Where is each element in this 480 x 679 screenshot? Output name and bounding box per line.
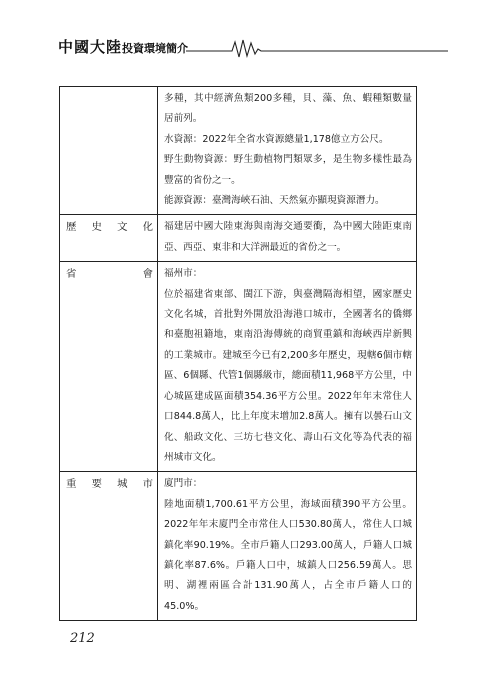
- row-content: [158, 87, 417, 215]
- table-row: [60, 215, 417, 262]
- label-char: 省: [66, 268, 77, 281]
- label-char: 會: [142, 268, 153, 281]
- header-title-main: 中國大陸: [58, 38, 123, 56]
- label-char: 史: [91, 221, 102, 234]
- label-char: 歷: [66, 221, 77, 234]
- label-char: 城: [117, 478, 128, 491]
- header-title-sub: 投資環境簡介: [122, 42, 189, 55]
- row-content: [158, 215, 417, 262]
- paragraph: 位於福建省東部、閩江下游，與臺灣隔海相望，國家歷史文化名城，首批對外開放沿海港口城市，全國著名的僑鄉和臺胞祖籍地，東南沿海傳統的商貿重鎮和海峽西岸新興的工業城市。建城至今已有2,200多年歷史，現轄6個市轄區、6個縣、代管1個縣級市，總面積11,968平方公里，中心城區建成區面積354.36平方公里。2022年年末常住人口844.8萬人，比上年度末增加2.8萬人。擁有以曇石山文化、船政文化、三坊七巷文化、壽山石文化等為代表的福州城市文化。: [164, 288, 412, 463]
- label-char: 市: [142, 478, 153, 491]
- row-label-provincial-capital: [60, 262, 158, 472]
- label-char: 要: [91, 478, 102, 491]
- table-row: [60, 87, 417, 215]
- row-label-empty: [60, 87, 158, 215]
- page-number: 212: [70, 631, 95, 646]
- paragraph: 福建居中國大陸東海與南海交通要衝，為中國大陸距東南亞、西亞、東非和大洋洲最近的省份之一。: [164, 221, 412, 253]
- row-content: [158, 262, 417, 472]
- row-label-major-cities: [60, 472, 158, 621]
- label-char: 文: [117, 221, 128, 234]
- paragraph: 陸地面積1,700.61平方公里，海域面積390平方公里。2022年年末廈門全市常住人口530.80萬人，常住人口城鎮化率90.19%。全市戶籍人口293.00萬人，戶籍人口城鎮化率87.6%。戶籍人口中，城鎮人口256.59萬人。思明、湖裡兩區合計131.90萬人，占全市戶籍人口的45.0%。: [164, 498, 412, 612]
- paragraph: 野生動物資源：野生動植物門類眾多，是生物多樣性最為豐富的省份之一。: [164, 154, 412, 186]
- page-header: [58, 36, 448, 58]
- header-title: [58, 39, 188, 55]
- label-char: 重: [66, 478, 77, 491]
- paragraph: 廈門市：: [164, 478, 203, 490]
- info-table: [59, 86, 417, 621]
- table-row: [60, 472, 417, 621]
- paragraph: 水資源：2022年全省水資源總量1,178億立方公尺。: [164, 133, 389, 145]
- paragraph: 能源資源：臺灣海峽石油、天然氣亦顯現資源潛力。: [164, 195, 385, 207]
- paragraph: 多種，其中經濟魚類200多種，貝、藻、魚、蝦種類數量居前列。: [164, 93, 412, 125]
- label-char: 化: [142, 221, 153, 234]
- row-content: [158, 472, 417, 621]
- row-label-history-culture: [60, 215, 158, 262]
- table-row: [60, 262, 417, 472]
- paragraph: 福州市：: [164, 268, 203, 280]
